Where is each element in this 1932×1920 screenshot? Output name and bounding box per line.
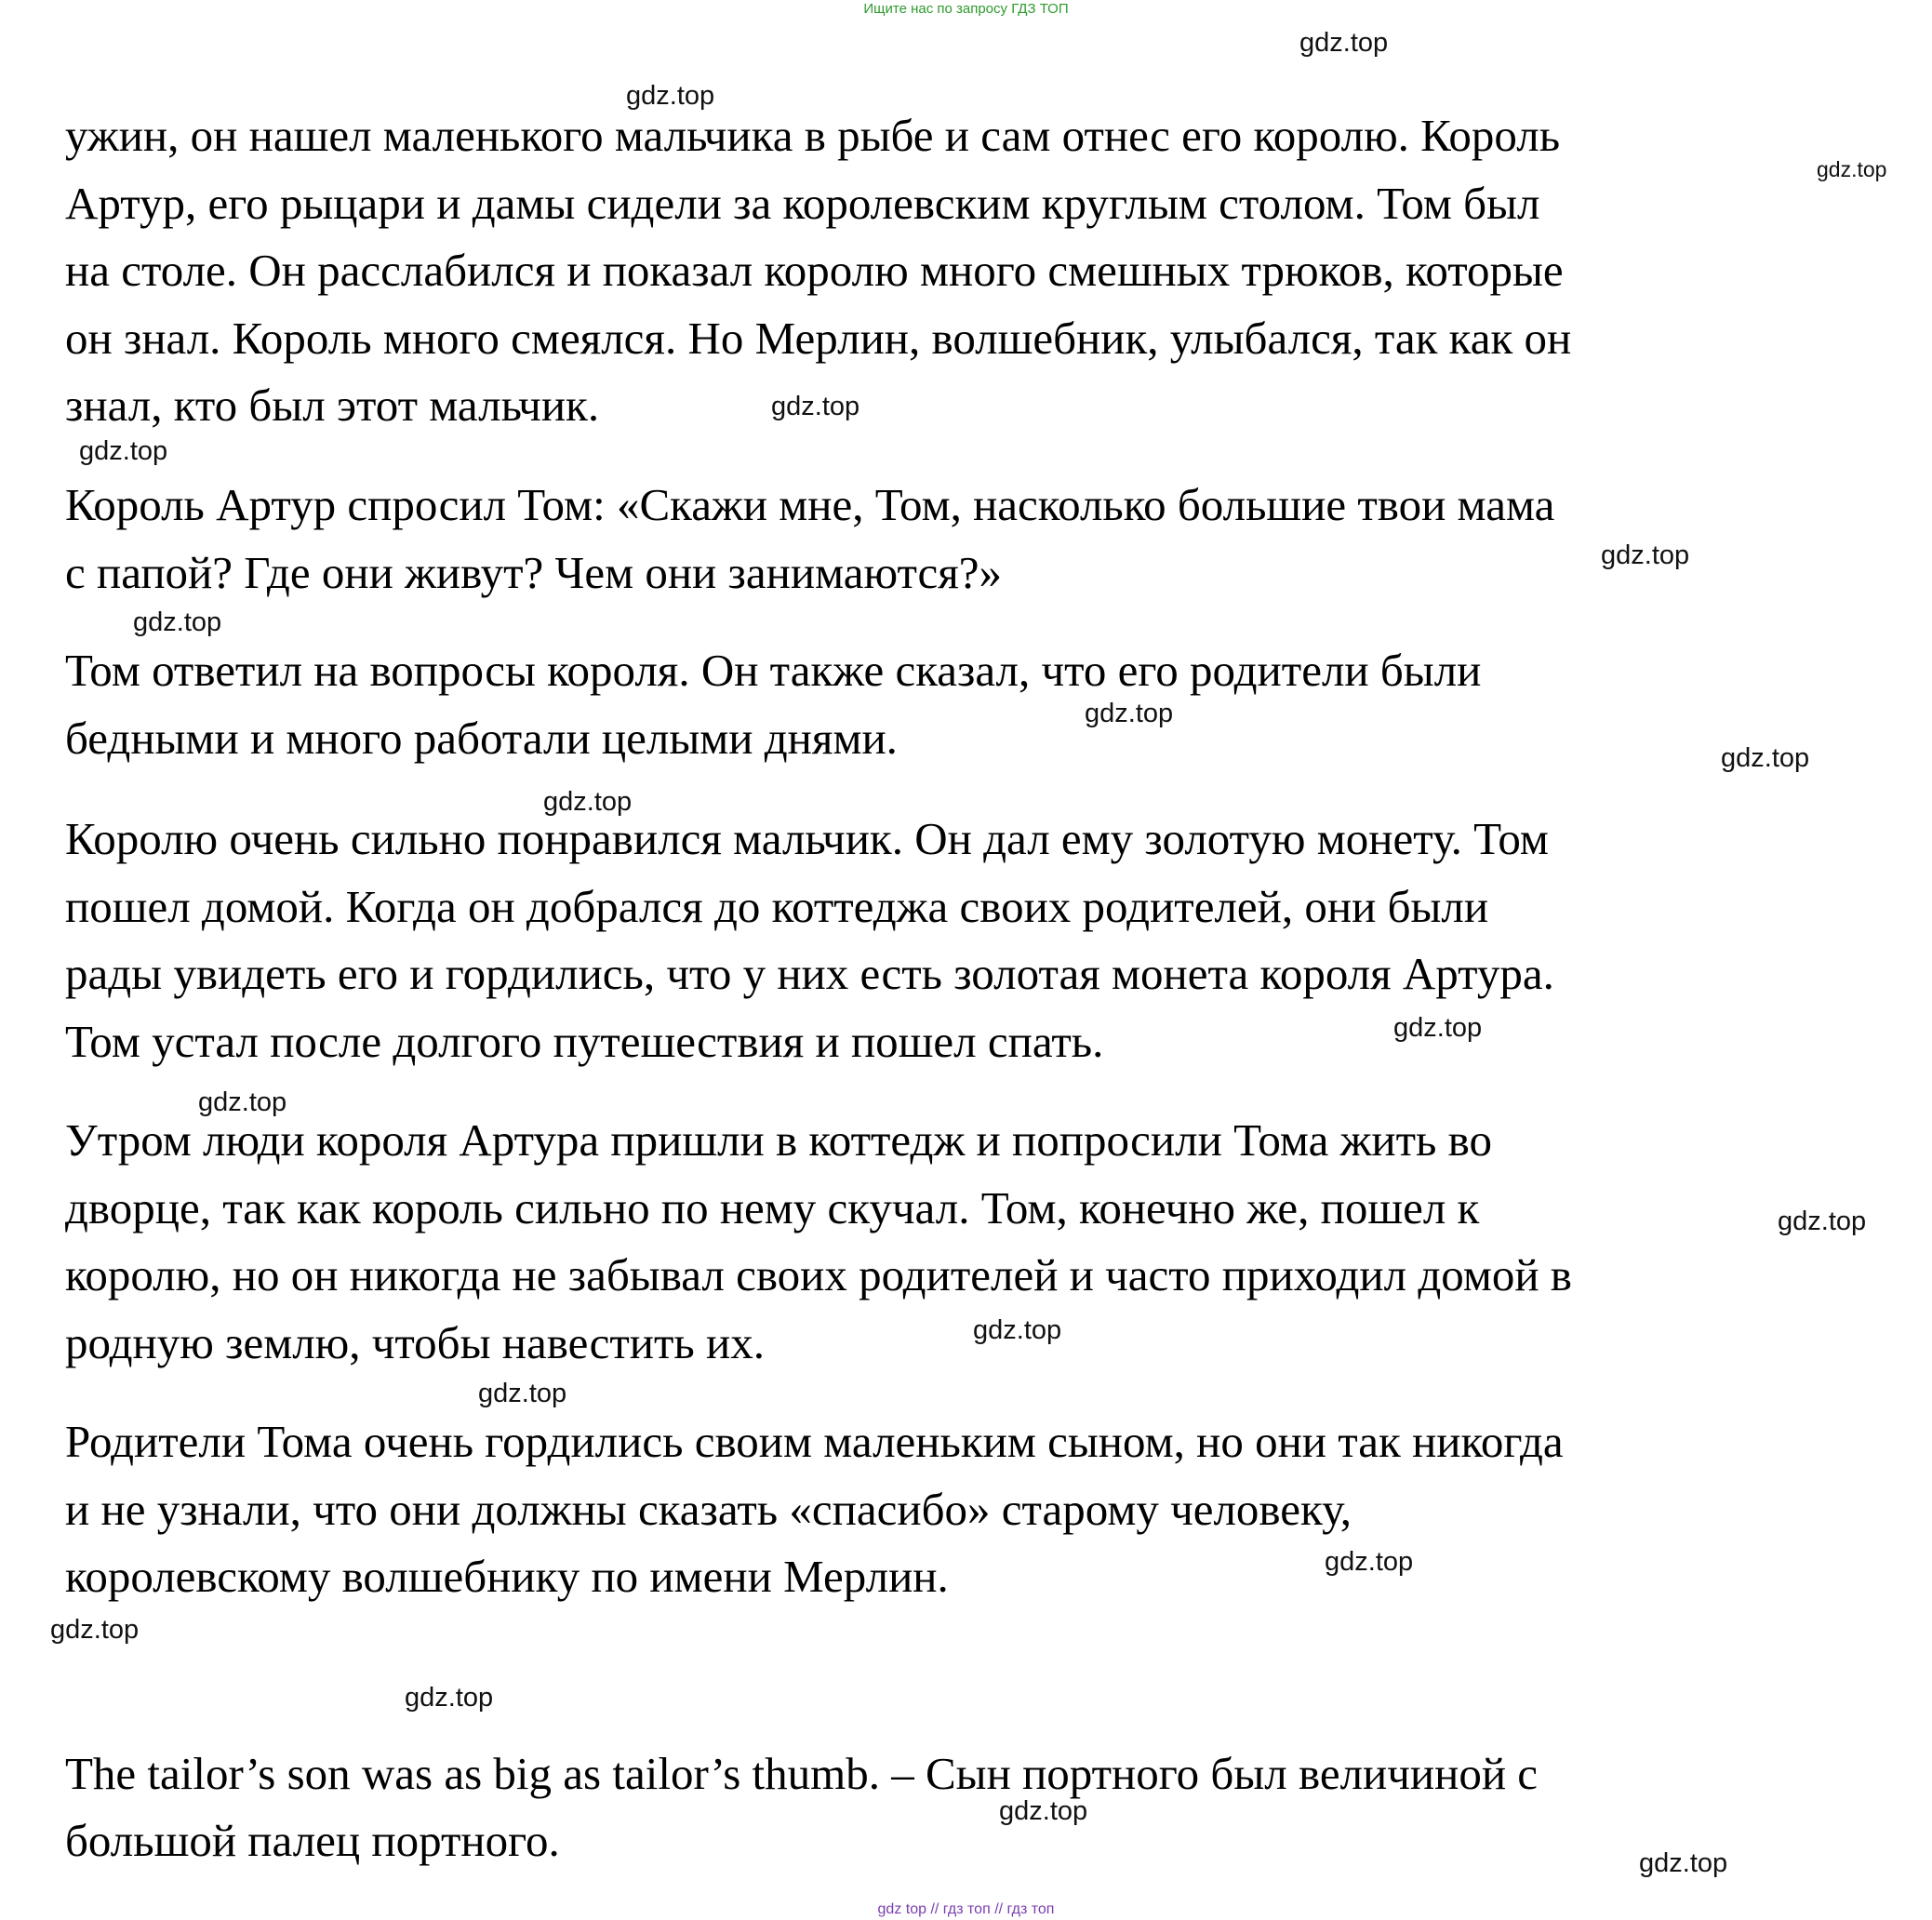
top-banner: Ищите нас по запросу ГДЗ ТОП	[863, 1, 1069, 17]
watermark: gdz.top	[626, 81, 715, 111]
text-line: большой палец портного.	[65, 1815, 560, 1866]
watermark: gdz.top	[50, 1615, 140, 1645]
watermark: gdz.top	[1778, 1207, 1867, 1236]
watermark: gdz.top	[1817, 157, 1887, 181]
text-line: Король Артур спросил Том: «Скажи мне, Том, насколько большие твои мама	[65, 479, 1555, 530]
text-line: ужин, он нашел маленького мальчика в рыбе и сам отнес его королю. Король	[65, 110, 1561, 161]
text-line: знал, кто был этот мальчик.	[65, 380, 600, 431]
text-line: родную землю, чтобы навестить их.	[65, 1317, 765, 1368]
text-line: на столе. Он расслабился и показал королю много смешных трюков, которые	[65, 245, 1564, 296]
watermark: gdz.top	[1393, 1013, 1483, 1043]
text-line: Утром люди короля Артура пришли в коттедж и попросили Тома жить во	[65, 1114, 1492, 1166]
text-line: дворце, так как король сильно по нему скучал. Том, конечно же, пошел к	[65, 1182, 1480, 1233]
watermark: gdz.top	[1325, 1547, 1414, 1577]
watermark: gdz.top	[1639, 1848, 1728, 1878]
watermark: gdz.top	[1721, 743, 1810, 773]
text-line: пошел домой. Когда он добрался до коттеджа своих родителей, они были	[65, 881, 1489, 932]
text-line: Артур, его рыцари и дамы сидели за королевским круглым столом. Том был	[65, 178, 1540, 229]
text-line: Том устал после долгого путешествия и пошел спать.	[65, 1016, 1104, 1067]
text-line: рады увидеть его и гордились, что у них есть золотая монета короля Артура.	[65, 948, 1554, 999]
watermark: gdz.top	[405, 1683, 494, 1713]
watermark: gdz.top	[1085, 699, 1174, 728]
watermark: gdz.top	[133, 607, 222, 637]
watermark: gdz.top	[999, 1796, 1088, 1826]
text-line: Родители Тома очень гордились своим маленьким сыном, но они так никогда	[65, 1416, 1564, 1467]
text-line: королевскому волшебнику по имени Мерлин.	[65, 1551, 949, 1602]
text-line: он знал. Король много смеялся. Но Мерлин, волшебник, улыбался, так как он	[65, 313, 1572, 364]
watermark: gdz.top	[1601, 540, 1690, 570]
watermark: gdz.top	[1299, 28, 1389, 58]
watermark: gdz.top	[79, 436, 168, 466]
watermark: gdz.top	[198, 1087, 287, 1117]
watermark: gdz.top	[771, 392, 860, 421]
text-line: Королю очень сильно понравился мальчик. Он дал ему золотую монету. Том	[65, 813, 1549, 864]
footer-banner: gdz top // гдз топ // гдз топ	[877, 1901, 1055, 1917]
text-line: с папой? Где они живут? Чем они занимаются?»	[65, 547, 1003, 598]
text-line: Том ответил на вопросы короля. Он также сказал, что его родители были	[65, 645, 1482, 696]
text-line: и не узнали, что они должны сказать «спасибо» старому человеку,	[65, 1484, 1352, 1535]
watermark: gdz.top	[543, 787, 633, 817]
watermark: gdz.top	[973, 1315, 1062, 1345]
text-line: The tailor’s son was as big as tailor’s thumb. – Сын портного был величиной с	[65, 1748, 1539, 1799]
watermark: gdz.top	[478, 1379, 567, 1408]
text-line: бедными и много работали целыми днями.	[65, 713, 898, 764]
text-line: королю, но он никогда не забывал своих родителей и часто приходил домой в	[65, 1249, 1572, 1300]
